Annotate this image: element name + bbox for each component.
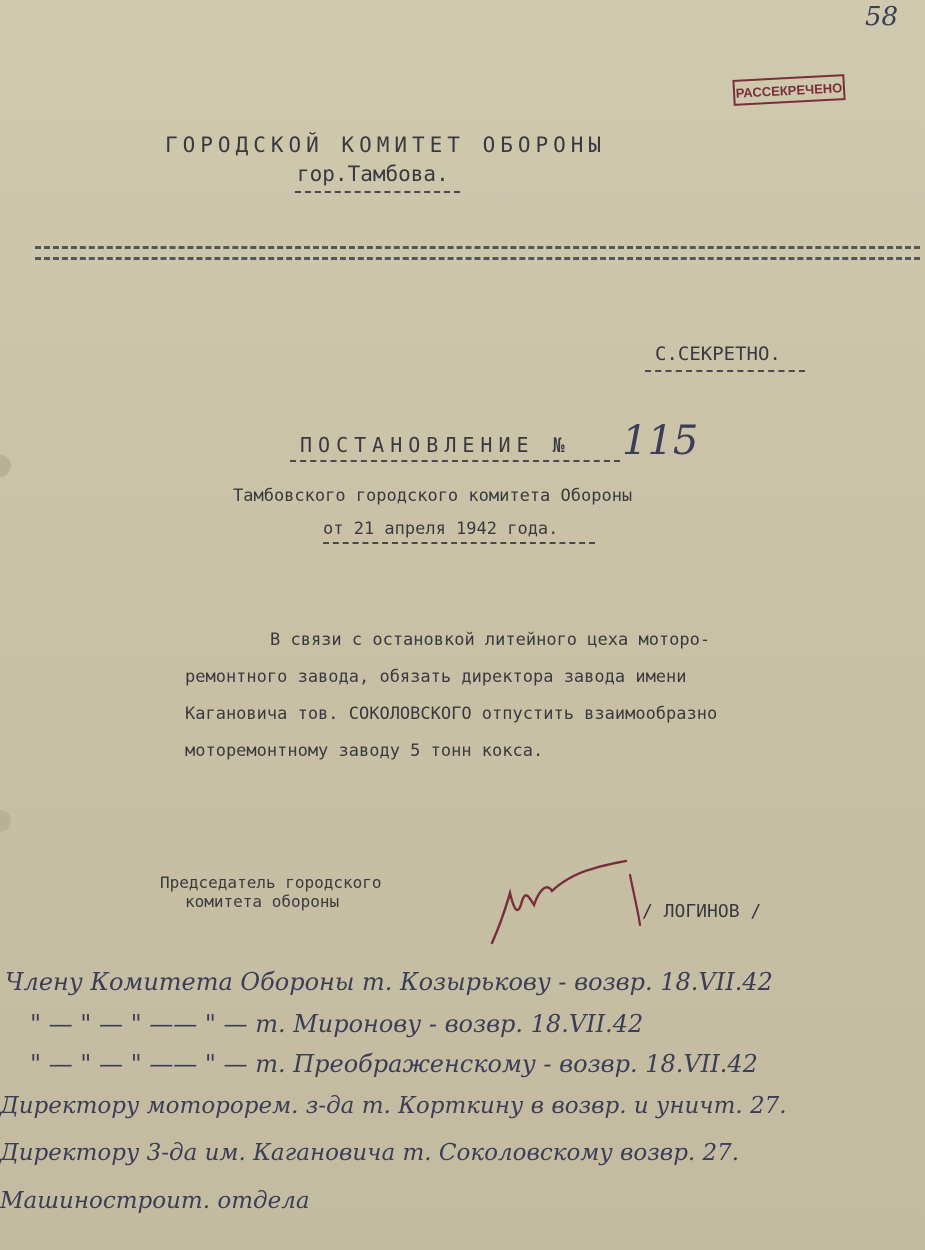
distribution-line: Машиностроит. отдела (0, 1188, 310, 1214)
body-line: Кагановича тов. СОКОЛОВСКОГО отпустить взаимообразно (185, 704, 718, 724)
underline (645, 370, 805, 372)
resolution-title: ПОСТАНОВЛЕНИЕ № (300, 433, 571, 457)
body-line: моторемонтному заводу 5 тонн кокса. (185, 741, 544, 761)
distribution-line: Директору 3-да им. Кагановича т. Соколовскому возвр. 27. (0, 1140, 740, 1166)
committee-heading: ГОРОДСКОЙ КОМИТЕТ ОБОРОНЫ (165, 133, 607, 157)
page-number: 58 (865, 2, 899, 32)
punch-hole (0, 810, 11, 832)
underline (290, 460, 620, 462)
separator-line (35, 257, 920, 260)
signatory-title: Председатель городского (160, 873, 382, 892)
signatory-name: / ЛОГИНОВ / (642, 901, 762, 922)
underline (323, 542, 595, 544)
issuer-line: Тамбовского городского комитета Обороны (233, 486, 633, 506)
city-line: гор.Тамбова. (297, 162, 449, 186)
underline (295, 191, 460, 193)
body-line: В связи с остановкой литейного цеха моторо- (270, 630, 711, 650)
body-line: ремонтного завода, обязать директора завода имени (185, 667, 687, 687)
distribution-line: Директору моторорем. з-да т. Корткину в возвр. и уничт. 27. (0, 1093, 787, 1119)
date-line: от 21 апреля 1942 года. (323, 519, 559, 539)
signatory-title: комитета обороны (185, 892, 340, 911)
distribution-line: " — " — " —— " — т. Миронову - возвр. 18.VII.42 (30, 1010, 644, 1038)
punch-hole (0, 455, 11, 477)
resolution-number: 115 (622, 418, 699, 464)
classification-mark: С.СЕКРЕТНО. (655, 343, 781, 365)
separator-line (35, 246, 920, 249)
distribution-line: Члену Комитета Обороны т. Козырькову - возвр. 18.VII.42 (5, 968, 773, 996)
declassified-stamp: РАССЕКРЕЧЕНО (732, 74, 845, 106)
distribution-line: " — " — " —— " — т. Преображенскому - возвр. 18.VII.42 (30, 1050, 758, 1078)
